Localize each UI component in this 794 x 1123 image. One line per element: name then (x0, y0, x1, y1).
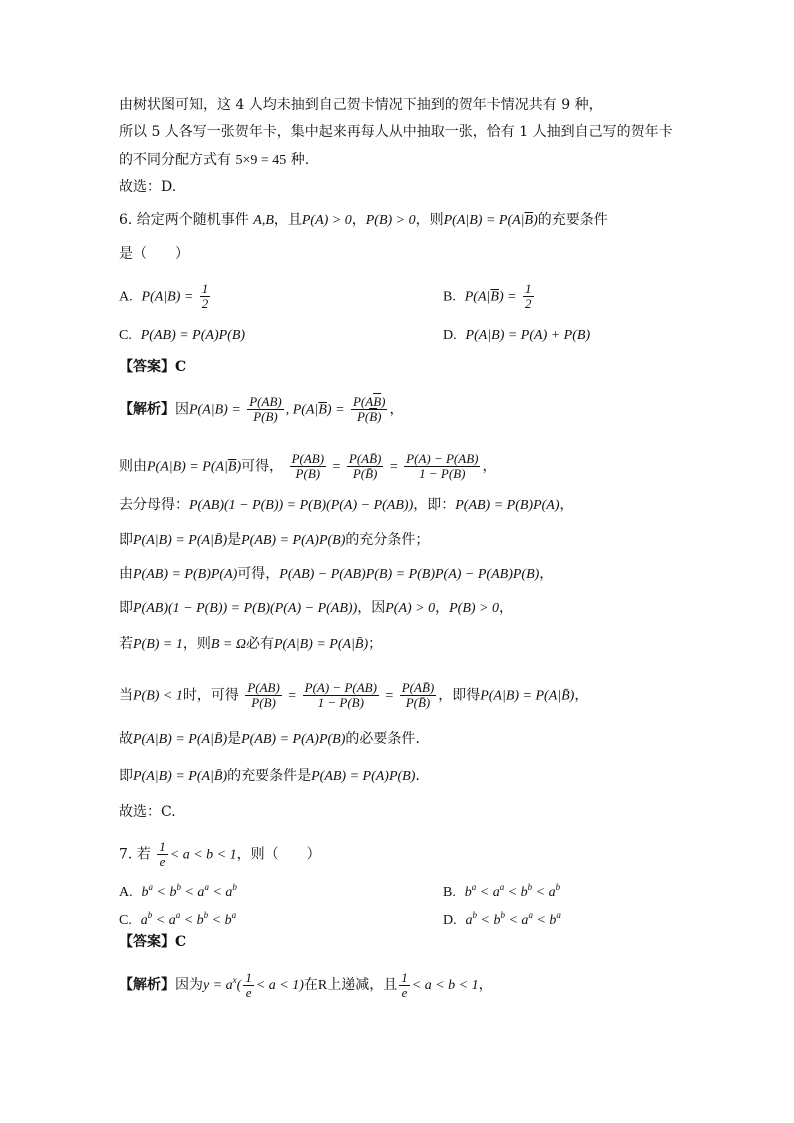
option-label: B. (443, 289, 456, 305)
text: 的充分条件； (345, 532, 430, 548)
option-d (443, 325, 590, 346)
text: 种. (290, 152, 310, 168)
text: ， (351, 212, 366, 228)
question-7-stem (119, 840, 321, 869)
math: P(A|B) = P(A| (443, 213, 525, 228)
text: ，因 (357, 600, 386, 616)
math: $y = a^x$ (203, 975, 237, 993)
text-line: 所以 5 人各写一张贺年卡，集中起来再每人从中抽取一张，恰有 1 人抽到自己写的贺年卡 (119, 124, 673, 140)
math: A,B (253, 213, 274, 228)
fraction: $\frac{1}{2}$ (201, 281, 209, 311)
fraction: $\frac{P(AB)}{P(B)}$ (291, 451, 325, 481)
option-label: A. (119, 289, 133, 305)
math: P(B) < 1 (133, 688, 183, 704)
answer-7: 【答案】C (119, 934, 187, 950)
text: 上递减，且 (327, 977, 398, 993)
math: R (317, 978, 328, 993)
fraction: $\frac{P(AB̄)}{P(B̄)}$ (348, 451, 382, 481)
analysis-line (119, 681, 588, 710)
math: P(A|B) = P(A|B̄) (480, 688, 575, 704)
text: 去分母得： (119, 497, 189, 513)
option-d (443, 905, 561, 931)
answer-6: 【答案】C (119, 359, 187, 375)
analysis-line (119, 766, 420, 787)
text-line: 由树状图可知，这 4 人均未抽到自己贺卡情况下抽到的贺年卡情况共有 9 种， (119, 97, 603, 113)
text: 是 (227, 731, 242, 747)
text: 的必要条件. (345, 731, 420, 747)
analysis-line (119, 564, 553, 585)
text: 的充要条件 (537, 212, 608, 228)
math: $\overline{B}$ (524, 213, 534, 228)
analysis-line (119, 395, 403, 424)
math: P(A|B) = P(A|B̄) (133, 732, 228, 747)
option-label: D. (443, 913, 457, 928)
text: ； (368, 636, 383, 652)
text: ，则 (182, 636, 211, 652)
fraction: $\frac{P(A) - P(AB)}{1 - P(B)}$ (304, 680, 377, 710)
math: B = Ω (210, 637, 246, 652)
text: ， (559, 497, 574, 513)
text: ， (498, 600, 513, 616)
text: ， (574, 687, 589, 704)
math: P(AB) = P(A)P(B) (140, 328, 246, 343)
math: P(A|B) = P(A| (147, 459, 228, 475)
option-c (119, 905, 236, 931)
math: P(AB) = P(A)P(B) (241, 533, 346, 548)
text: 是 (227, 532, 242, 548)
fraction: $\frac{P(AB)}{P(B)}$ (247, 680, 280, 710)
math: P(A|B) = P(A|B̄) (133, 769, 228, 784)
math: ) = (326, 402, 345, 418)
fraction: $\frac{P(A\overline{B})}{P(\overline{B})}$ (352, 394, 386, 424)
text: 即 (119, 768, 133, 784)
fraction: $\frac{1}{2}$ (525, 281, 532, 311)
analysis-line (119, 970, 493, 1000)
option-b (443, 282, 536, 311)
text: . (415, 768, 420, 784)
option-a (119, 877, 237, 903)
analysis-line (119, 452, 496, 481)
text: 由 (119, 566, 133, 582)
math: P(A) > 0 (301, 213, 352, 228)
math: P(AB) − P(AB)P(B) = P(B)P(A) − P(AB)P(B) (279, 567, 540, 582)
math: P(AB) = P(B)P(A) (133, 567, 238, 582)
math: ) (533, 213, 538, 228)
option-label: D. (443, 328, 457, 343)
math: = (332, 459, 341, 475)
option-c (119, 325, 245, 346)
math: P(A| (464, 289, 491, 305)
math: < a < b < 1 (169, 847, 237, 863)
text: 必有 (246, 636, 274, 652)
math: P(AB)(1 − P(B)) = P(B)(P(A) − P(AB)) (133, 601, 358, 616)
math: , P(A| (285, 402, 319, 418)
analysis-label: 【解析】 (119, 977, 175, 993)
math: $\overline{B}$ (318, 402, 327, 418)
math: $\overline{B}$ (227, 459, 237, 475)
fraction: $\frac{1}{e}$ (245, 969, 252, 1000)
math: $\overline{B}$ (490, 289, 499, 305)
option-label: A. (119, 885, 133, 900)
math: P(A|B) = P(A|B̄) (133, 533, 228, 548)
text: ，则（ ） (236, 846, 321, 863)
text: 即 (119, 532, 133, 548)
text: 可得， (237, 566, 280, 582)
math: P(A|B) = P(A|B̄) (274, 637, 369, 652)
math: ( (236, 978, 242, 993)
text: ，即得 (438, 687, 481, 704)
option-label: C. (119, 328, 132, 343)
math: ) = (498, 289, 517, 305)
math: $a^b < b^b < a^a < b^a$ (465, 910, 561, 928)
math: $b^a < a^a < b^b < a^b$ (464, 882, 561, 900)
text: 即 (119, 600, 133, 616)
math: P(A|B) = P(A) + P(B) (465, 328, 591, 343)
fraction: $\frac{1}{e}$ (401, 969, 408, 1000)
text: 若 (119, 636, 133, 652)
text: ， (478, 977, 493, 993)
text: 当 (119, 687, 133, 704)
math: $b^a < b^b < a^a < a^b$ (141, 882, 237, 900)
analysis-line (119, 530, 429, 551)
text: 因 (175, 401, 189, 418)
text: 则由 (119, 458, 147, 475)
text: 的充要条件是 (227, 768, 312, 784)
math: ) (236, 459, 242, 475)
text: ，且 (273, 212, 302, 228)
choose-line: 故选：C. (119, 804, 176, 820)
math: = (389, 459, 398, 475)
math: < a < b < 1 (411, 978, 479, 993)
question-6-stem-2: 是（ ） (119, 246, 189, 262)
text: ，则 (415, 212, 444, 228)
option-label: C. (119, 913, 132, 928)
text: 故 (119, 731, 133, 747)
math: P(A|B) = (141, 289, 194, 305)
text: ， (539, 566, 554, 582)
analysis-label: 【解析】 (119, 401, 175, 418)
math: < a < 1) (255, 978, 304, 993)
math: = (288, 688, 297, 704)
text: ， (435, 600, 450, 616)
math: P(AB) = P(B)P(A) (455, 498, 560, 513)
math: P(B) > 0 (365, 213, 416, 228)
fraction: $\frac{P(A) - P(AB)}{1 - P(B)}$ (406, 451, 479, 481)
text: 时，可得 (182, 687, 239, 704)
math: P(AB) = P(A)P(B) (311, 769, 416, 784)
question-6-stem (119, 210, 608, 231)
text: 可得， (241, 458, 284, 475)
math: P(AB) = P(A)P(B) (241, 732, 346, 747)
text: 7. 若 (119, 846, 151, 863)
math: P(A|B) = (189, 402, 241, 418)
text-line: 故选：D. (119, 179, 177, 195)
math: = (385, 688, 394, 704)
math: 5×9 = 45 (235, 153, 287, 168)
text-line (119, 150, 309, 171)
math: P(A) > 0 (385, 601, 436, 616)
analysis-line (119, 598, 513, 619)
text: ，即： (413, 497, 456, 513)
analysis-line (119, 729, 420, 750)
fraction: $\frac{P(AB)}{P(B)}$ (249, 394, 282, 424)
text: ， (389, 401, 404, 418)
analysis-line (119, 634, 382, 655)
text: 在 (303, 977, 318, 993)
math: P(B) > 0 (449, 601, 499, 616)
math: P(AB)(1 − P(B)) = P(B)(P(A) − P(AB)) (189, 498, 414, 513)
option-label: B. (443, 885, 456, 900)
analysis-line (119, 495, 574, 516)
math: $a^b < a^a < b^b < b^a$ (140, 910, 237, 928)
option-b (443, 877, 560, 903)
option-a (119, 282, 212, 311)
text: 的不同分配方式有 (119, 152, 231, 168)
math: P(B) = 1 (133, 637, 183, 652)
text: ， (482, 458, 497, 475)
fraction: $\frac{P(AB̄)}{P(B̄)}$ (401, 680, 435, 710)
fraction: $\frac{1}{e}$ (159, 839, 166, 869)
text: 因为 (175, 977, 203, 993)
text: 6. 给定两个随机事件 (119, 212, 249, 228)
